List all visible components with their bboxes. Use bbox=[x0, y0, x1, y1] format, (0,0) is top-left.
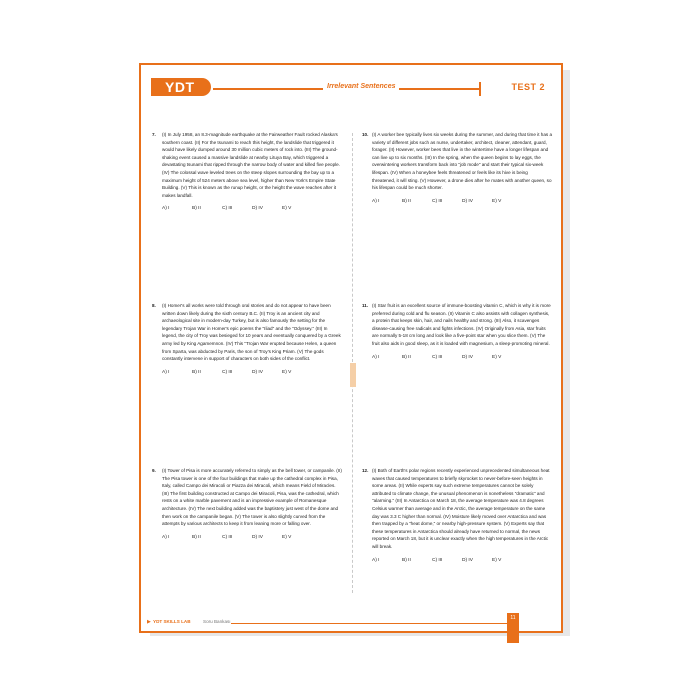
option-a[interactable]: A) I bbox=[372, 354, 380, 360]
question-8 bbox=[152, 302, 342, 376]
question-number: 9. bbox=[152, 468, 156, 473]
test-label: TEST 2 bbox=[511, 82, 545, 92]
option-a[interactable]: A) I bbox=[372, 557, 380, 563]
option-d[interactable]: D) IV bbox=[252, 369, 263, 375]
option-b[interactable]: B) II bbox=[402, 557, 411, 563]
question-text: (I) Homer's all works were told through oral stories and do not appear to have been written down likely during the sixth century B.C. (II) Troy is an ancient city and archaeological site in modern-day Turkey, but is also famously the setting for the legendary Trojan War in Homer's epic poems the "Iliad" and the "Odyssey." (III) In legend, the city of Troy was besieged for 10 years and eventually conquered by a Greek army led by King Agamemnon. (IV) This "Trojan War erupted because Helen, a queen from Sparta, was abducted by Paris, the son of Troy's King Priam. (V) The gods constantly intervene in support of characters on both sides of the conflict. bbox=[162, 303, 341, 362]
exam-badge: YDT bbox=[151, 78, 211, 96]
option-e[interactable]: E) V bbox=[282, 534, 292, 540]
answer-options bbox=[162, 369, 342, 377]
answer-options bbox=[162, 205, 342, 213]
page-number: 11 bbox=[507, 613, 519, 643]
option-e[interactable]: E) V bbox=[492, 557, 502, 563]
option-b[interactable]: B) II bbox=[192, 369, 201, 375]
option-c[interactable]: C) III bbox=[222, 534, 233, 540]
option-a[interactable]: A) I bbox=[162, 206, 170, 212]
option-d[interactable]: D) IV bbox=[462, 354, 473, 360]
question-text: (I) Tower of Pisa is more accurately referred to simply as the bell tower, or campanile. (II) The Pisa tower is one of the four buildings that make up the cathedral complex in Pisa, Italy, called Campo dei Miracoli or Piazza dei Miracoli, which means Field of Miracles. (III) The first building constructed at Campo dei Miracoli, Pisa, was the cathedral, which rests on a white marble pavement and is an impressive example of Romanesque architecture. (IV) The next building added was the baptistery just west of the dome and then work on the campanile began. (V) The tower is also slightly curved from the attempts by various architects to keep it from leaning more or falling over. bbox=[162, 468, 342, 527]
footer-book-title: Soru Bankası bbox=[203, 619, 231, 624]
option-c[interactable]: C) III bbox=[432, 354, 443, 360]
option-e[interactable]: E) V bbox=[492, 198, 502, 204]
option-d[interactable]: D) IV bbox=[462, 557, 473, 563]
answer-options bbox=[162, 534, 342, 542]
question-number: 12. bbox=[362, 468, 369, 473]
question-text: (I) In July 1958, an 8.3-magnitude earthquake at the Fairweather Fault rocked Alaska's southern coast. (II) For the tsunami to reach this height, the landslide that triggered it would have likely dumped around 30 million cubic meters of rock into. (III) The ground-shaking event caused a massive landslide at nearby Lituya Bay, which triggered a devastating tsunami that ripped through the narrow body of water and killed five people. (IV) The colossal wave leveled trees on the steep slopes surrounding the bay up to a maximum height of 524 meters above sea level, higher than New York's Empire State Building. (V) This is known as the runup height, or the height the wave reaches after it makes landfall. bbox=[162, 132, 340, 198]
option-c[interactable]: C) III bbox=[222, 369, 233, 375]
option-b[interactable]: B) II bbox=[402, 198, 411, 204]
answer-options bbox=[372, 354, 552, 362]
option-d[interactable]: D) IV bbox=[462, 198, 473, 204]
question-number: 11. bbox=[362, 303, 369, 308]
option-b[interactable]: B) II bbox=[402, 354, 411, 360]
option-c[interactable]: C) III bbox=[432, 198, 443, 204]
question-11 bbox=[362, 302, 552, 361]
footer-rule bbox=[231, 623, 507, 624]
footer-brand: YDT SKILLS LAB bbox=[153, 619, 191, 624]
question-text: (I) A worker bee typically lives six weeks during the summer, and during that time it has a variety of different jobs such as nurse, undertaker, architect, cleaner, attendant, guard, forager. (II) However, worker bees that live in the wintertime have a longer lifespan and can live up to six months. (III) In the spring, when the queen begins to lay eggs, the overwintering workers transform back into "job mode" and start their typical six-week lifespan. (IV) When a honeybee feels threatened or feels like its hive is being threatened, it will sting. (V) However, a drone dies after he mates with another queen, so his lifespan could be much shorter. bbox=[372, 132, 553, 191]
answer-options bbox=[372, 198, 552, 206]
question-12 bbox=[362, 467, 552, 564]
option-a[interactable]: A) I bbox=[162, 534, 170, 540]
section-title: Irrelevant Sentences bbox=[323, 80, 399, 94]
question-number: 7. bbox=[152, 132, 156, 137]
option-e[interactable]: E) V bbox=[282, 369, 292, 375]
answer-options bbox=[372, 557, 552, 565]
option-c[interactable]: C) III bbox=[222, 206, 233, 212]
option-e[interactable]: E) V bbox=[282, 206, 292, 212]
question-text: (I) Both of Earth's polar regions recently experienced unprecedented simultaneous heat waves that caused temperatures to briefly skyrocket to never-before-seen heights in some areas. (II) While experts say such extreme temperatures cannot be solely attributed to climate change, the unusual phenomenon is nonetheless "dramatic" and "alarming." (III) In Antarctica on March 18, the average temperature was 4.8 degrees Celsius warmer than average and in the Arctic, the average temperature on the same day was 3.3 C higher than normal. (IV) Moisture likely moved over Antarctica and was then trapped by a "heat dome," or nearby high-pressure system. (V) Experts say that these temperatures in Antarctica should already have returned to normal, the news reported on March 18, but it is unclear exactly when the high temperatures in the Arctic will break. bbox=[372, 468, 550, 549]
question-number: 8. bbox=[152, 303, 156, 308]
page-header bbox=[151, 78, 551, 96]
page-footer bbox=[147, 617, 547, 627]
option-d[interactable]: D) IV bbox=[252, 206, 263, 212]
option-b[interactable]: B) II bbox=[192, 534, 201, 540]
option-b[interactable]: B) II bbox=[192, 206, 201, 212]
option-e[interactable]: E) V bbox=[492, 354, 502, 360]
question-number: 10. bbox=[362, 132, 369, 137]
header-rule-tick bbox=[479, 82, 481, 96]
question-9 bbox=[152, 467, 342, 541]
question-text: (I) Star fruit is an excellent source of immune-boosting vitamin C, which is why it is more preferred during cold and flu season. (II) Vitamin C also assists with collagen synthesis, a protein that keeps skin, hair, and nails healthy and strong. (III) Also, it scavenges disease-causing free radicals and fights infections. (IV) Originally from Asia, star fruits are normally 5-18 cm long and look like a five-point star when you slice them. (V) The fruit also aids in good sleep, as it is loaded with magnesium, a sleep-promoting mineral. bbox=[372, 303, 551, 346]
option-c[interactable]: C) III bbox=[432, 557, 443, 563]
option-a[interactable]: A) I bbox=[162, 369, 170, 375]
question-10 bbox=[362, 131, 553, 205]
book-page bbox=[139, 63, 563, 633]
option-d[interactable]: D) IV bbox=[252, 534, 263, 540]
question-7 bbox=[152, 131, 342, 213]
side-marker bbox=[350, 363, 356, 387]
triangle-icon: ▶ bbox=[147, 619, 151, 625]
option-a[interactable]: A) I bbox=[372, 198, 380, 204]
